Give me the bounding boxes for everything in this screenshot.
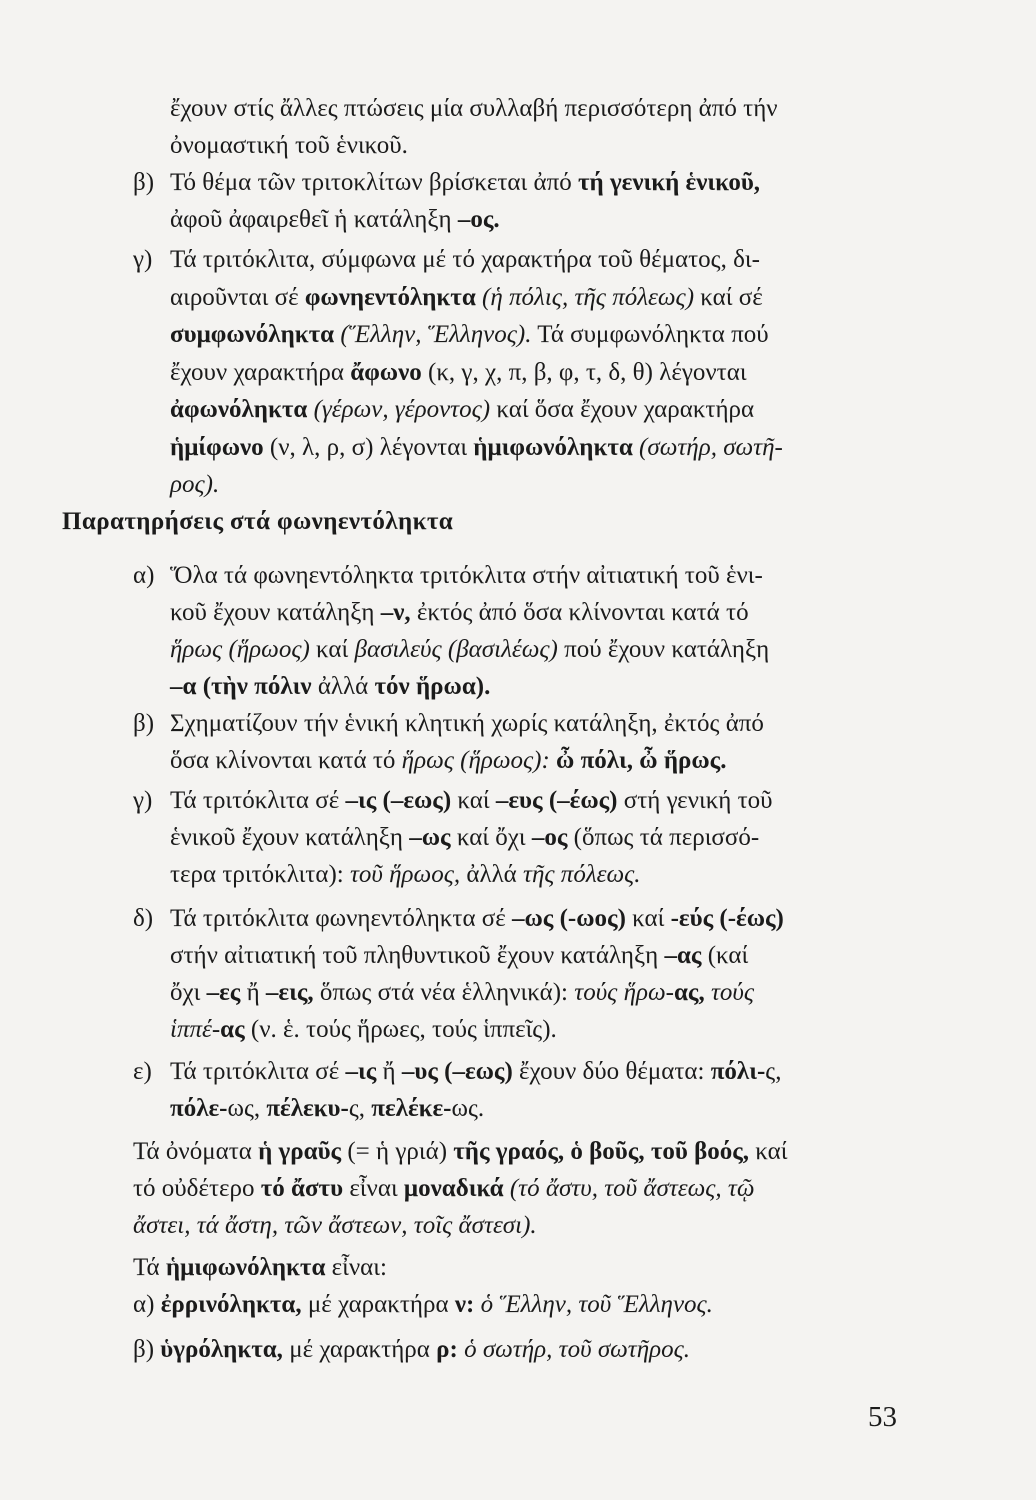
text-line: ἀφοῦ ἀφαιρεθεῖ ἡ κατάληξη –ος. — [170, 206, 500, 233]
list-label: γ) — [133, 787, 153, 814]
page-number: 53 — [868, 1401, 897, 1433]
text-line: Σχηματίζουν τήν ἑνική κλητική χωρίς κατάληξη, ἐκτός ἀπό — [170, 710, 764, 737]
text-line: Τά ὀνόματα ἡ γραῦς (= ἡ γριά) τῆς γραός, ὁ βοῦς, τοῦ βοός, καί — [133, 1138, 788, 1165]
list-item-alpha: α) ἐρρινόληκτα, μέ χαρακτήρα ν: ὁ Ἕλλην, τοῦ Ἕλληνος. — [133, 1291, 713, 1318]
observation-alpha — [133, 557, 905, 705]
paragraph-hemiphona — [133, 1249, 905, 1368]
list-label: ε) — [133, 1058, 152, 1085]
list-label: α) — [133, 562, 155, 589]
text-line: ὀνομαστική τοῦ ἑνικοῦ. — [170, 132, 408, 159]
text-line: ὅσα κλίνονται κατά τό ἥρως (ἥρωος): ὦ πόλι, ὦ ἥρως. — [170, 747, 727, 774]
text-line: ὄχι –ες ἤ –εις, ὅπως στά νέα ἑλληνικά): τούς ἥρω-ας, τούς — [170, 979, 755, 1006]
text-line: ἀφωνόληκτα (γέρων, γέροντος) καί ὅσα ἔχουν χαρακτήρα — [170, 396, 755, 423]
text-line: πόλε-ως, πέλεκυ-ς, πελέκε-ως. — [170, 1095, 485, 1122]
text-line: ἥρως (ἥρωος) καί βασιλεύς (βασιλέως) πού ἔχουν κατάληξη — [170, 636, 770, 663]
text-line: Τά τριτόκλιτα φωνηεντόληκτα σέ –ως (-ωος) καί -εύς (-έως) — [170, 905, 784, 932]
list-label: δ) — [133, 905, 154, 932]
text-line: αιροῦνται σέ φωνηεντόληκτα (ἡ πόλις, τῆς πόλεως) καί σέ — [170, 283, 763, 311]
observation-epsilon — [133, 1053, 905, 1127]
text-line: Τό θέμα τῶν τριτοκλίτων βρίσκεται ἀπό τή γενική ἑνικοῦ, — [170, 169, 761, 196]
text-line: ἱππέ-ας (ν. ἑ. τούς ἥρωες, τούς ἱππεῖς). — [170, 1016, 557, 1043]
text-line: κοῦ ἔχουν κατάληξη –ν, ἐκτός ἀπό ὅσα κλίνονται κατά τό — [170, 599, 749, 626]
section-heading: Παρατηρήσεις στά φωνηεντόληκτα — [62, 508, 454, 535]
text-line: Τά τριτόκλιτα σέ –ις (–εως) καί –ευς (–έως) στή γενική τοῦ — [170, 787, 773, 814]
list-item-beta: β) ὑγρόληκτα, μέ χαρακτήρα ρ: ὁ σωτήρ, τοῦ σωτῆρος. — [133, 1336, 691, 1363]
text-line: ἄστει, τά ἄστη, τῶν ἄστεων, τοῖς ἄστεσι). — [133, 1212, 537, 1239]
text-line: συμφωνόληκτα (Ἕλλην, Ἕλληνος). Τά συμφωνόληκτα πού — [170, 321, 769, 348]
text-line: στήν αἰτιατική τοῦ πληθυντικοῦ ἔχουν κατάληξη –ας (καί — [170, 942, 749, 969]
text-line: –α (τὴν πόλιν ἀλλά τόν ἥρωα). — [170, 673, 491, 700]
observation-gamma — [133, 782, 905, 893]
text-line: τό οὐδέτερο τό ἄστυ εἶναι μοναδικά (τό ἄστυ, τοῦ ἄστεως, τῷ — [133, 1175, 755, 1202]
list-label: β) — [133, 710, 155, 737]
text-line: Τά τριτόκλιτα σέ –ις ἤ –υς (–εως) ἔχουν δύο θέματα: πόλι-ς, — [170, 1058, 782, 1085]
list-item-gamma-classification — [133, 241, 905, 504]
text-line: ἡμίφωνο (ν, λ, ρ, σ) λέγονται ἡμιφωνόληκτα (σωτήρ, σωτῆ- — [170, 433, 783, 461]
intro-paragraph — [170, 90, 905, 164]
text-line: Τά τριτόκλιτα, σύμφωνα μέ τό χαρακτήρα τοῦ θέματος, δι- — [170, 246, 760, 273]
text-line: τερα τριτόκλιτα): τοῦ ἥρωος, ἀλλά τῆς πόλεως. — [170, 861, 641, 888]
text-line: ἔχουν στίς ἄλλες πτώσεις μία συλλαβή περισσότερη ἀπό τήν — [170, 95, 778, 122]
text-line: ἔχουν χαρακτήρα ἄφωνο (κ, γ, χ, π, β, φ, τ, δ, θ) λέγονται — [170, 358, 747, 386]
paragraph-monadika — [133, 1133, 905, 1244]
observation-delta — [133, 900, 905, 1048]
list-label: β) — [133, 169, 155, 196]
list-label: γ) — [133, 246, 153, 273]
text-line: Ὅλα τά φωνηεντόληκτα τριτόκλιτα στήν αἰτιατική τοῦ ἑνι- — [170, 562, 763, 589]
list-item-beta-stem — [133, 164, 905, 238]
text-line: Τά ἡμιφωνόληκτα εἶναι: — [133, 1254, 387, 1281]
text-line: ἑνικοῦ ἔχουν κατάληξη –ως καί ὄχι –ος (ὅπως τά περισσό- — [170, 824, 760, 851]
observation-beta — [133, 705, 905, 779]
text-line: ρος). — [170, 471, 220, 498]
